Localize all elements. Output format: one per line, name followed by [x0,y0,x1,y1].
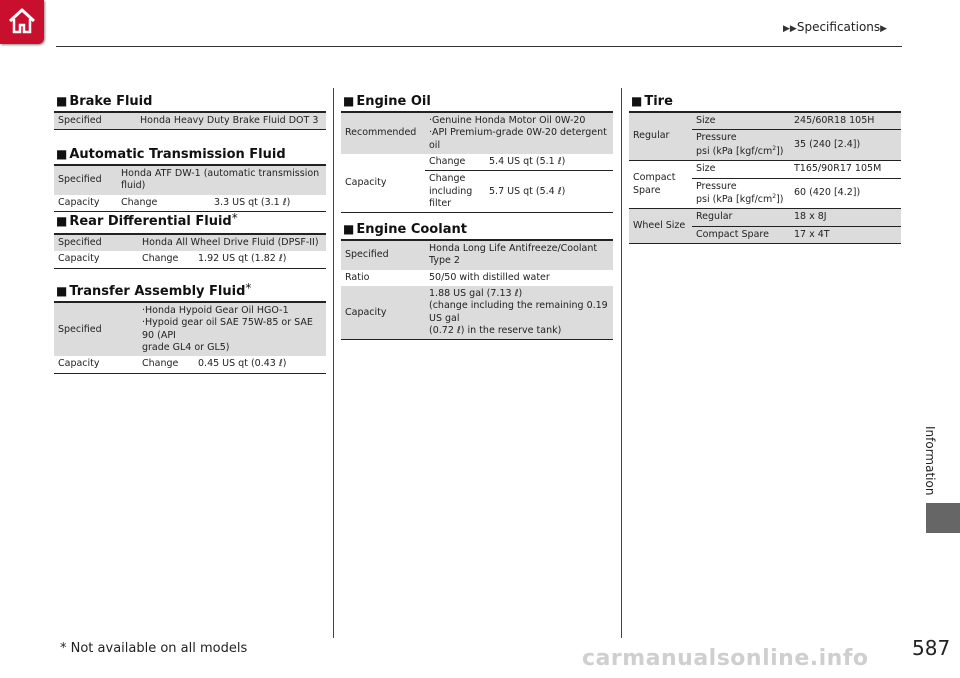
cell-value: Honda ATF DW-1 (automatic transmission fluid) [117,165,326,195]
cell-label: Change [138,251,194,268]
home-button[interactable] [0,0,44,44]
cell-label: Ratio [345,271,370,283]
cell-value: Honda Heavy Duty Brake Fluid DOT 3 [136,112,326,130]
cell-label: Capacity [341,154,425,213]
cell-label: Specified [54,165,117,195]
transfer-title: ■ Transfer Assembly Fluid* [56,281,252,299]
side-section-tab[interactable] [926,503,960,533]
cell-label: Change [117,195,210,212]
engine-oil-table [341,111,613,213]
cell-value: 60 (420 [4.2]) [790,178,901,209]
cell-label: Capacity [54,356,138,373]
cell-label: Pressure psi (kPa $[kgf/cm^2]$) [692,130,790,161]
cell-label: Specified [54,234,138,251]
cell-label: Regular [629,112,692,161]
cell-value: Honda Long Life Antifreeze/Coolant Type 2 [425,240,613,270]
cell-value: 5.7 US qt (5.4 ℓ) [485,171,613,213]
cell-value: 1.92 US qt (1.82 ℓ) [194,251,326,268]
cell-value: 18 x 8J [790,209,901,226]
cell-label: Regular [692,209,790,226]
bullet-square-icon: ■ [56,147,68,161]
cell-value: ·Genuine Honda Motor Oil 0W-20 ·API Premium-grade 0W-20 detergent oil [425,112,613,154]
tire-table [629,111,901,244]
brake-fluid-table [54,111,326,130]
cell-value: T165/90R17 105M [790,161,901,178]
atf-table [54,164,326,212]
cell-value: 5.4 US qt (5.1 ℓ) [485,154,613,171]
cell-value: 3.3 US qt (3.1 ℓ) [210,195,326,212]
breadcrumb[interactable] [783,20,887,34]
cell-label: Recommended [341,112,425,154]
cell-value: 50/50 with distilled water [429,271,550,283]
breadcrumb-arrow-icon: ▶ [880,24,888,34]
coolant-title: ■ Engine Coolant [343,222,467,237]
coolant-table [341,239,613,340]
cell-label: Wheel Size [629,209,692,244]
cell-label: Specified [54,302,138,356]
cell-value: 245/60R18 105H [790,112,901,130]
bullet-square-icon: ■ [343,94,355,108]
breadcrumb-arrow-icon: ▶▶ [783,24,797,34]
side-section-label: Information [923,426,937,496]
cell-value: 17 x 4T [790,226,901,243]
footnote: * Not available on all models [60,641,248,656]
cell-label: Size [692,112,790,130]
watermark: carmanualsonline.info [582,646,869,671]
bullet-square-icon: ■ [56,214,68,228]
transfer-table [54,301,326,374]
bullet-square-icon: ■ [56,94,68,108]
tire-title: ■ Tire [631,94,673,109]
home-icon [6,5,38,37]
atf-title: ■ Automatic Transmission Fluid [56,147,286,162]
rear-diff-title: ■ Rear Differential Fluid* [56,211,238,229]
bullet-square-icon: ■ [343,222,355,236]
cell-label: Change including filter [425,171,485,213]
header-rule [56,46,902,47]
cell-value: 1.88 US gal (7.13 ℓ) (change including the remaining 0.19 US gal (0.72 ℓ) in the reserve tank) [425,286,613,340]
cell-label: Capacity [54,195,117,212]
engine-oil-title: ■ Engine Oil [343,94,431,109]
cell-value: Honda All Wheel Drive Fluid (DPSF-II) [138,234,326,251]
cell-value: ·Honda Hypoid Gear Oil HGO-1 ·Hypoid gear oil SAE 75W-85 or SAE 90 (API grade GL4 or GL5) [138,302,326,356]
cell-label: Capacity [341,286,425,340]
cell-label: Compact Spare [692,226,790,243]
column-divider [621,88,622,638]
column-divider [333,88,334,638]
cell-label: Specified [54,112,136,130]
rear-diff-table [54,233,326,269]
cell-label: Change [138,356,194,373]
bullet-square-icon: ■ [56,284,68,298]
cell-label: Compact Spare [629,161,692,209]
cell-value: 35 (240 [2.4]) [790,130,901,161]
bullet-square-icon: ■ [631,94,643,108]
cell-label: Change [425,154,485,171]
page-number: 587 [912,636,951,660]
cell-label: Size [692,161,790,178]
breadcrumb-label: Specifications [796,20,881,34]
cell-label: Pressure psi (kPa $[kgf/cm^2]$) [692,178,790,209]
brake-fluid-title: ■ Brake Fluid [56,94,153,109]
cell-label: Specified [341,240,425,270]
cell-label: Capacity [54,251,138,268]
cell-value: 0.45 US qt (0.43 ℓ) [194,356,326,373]
